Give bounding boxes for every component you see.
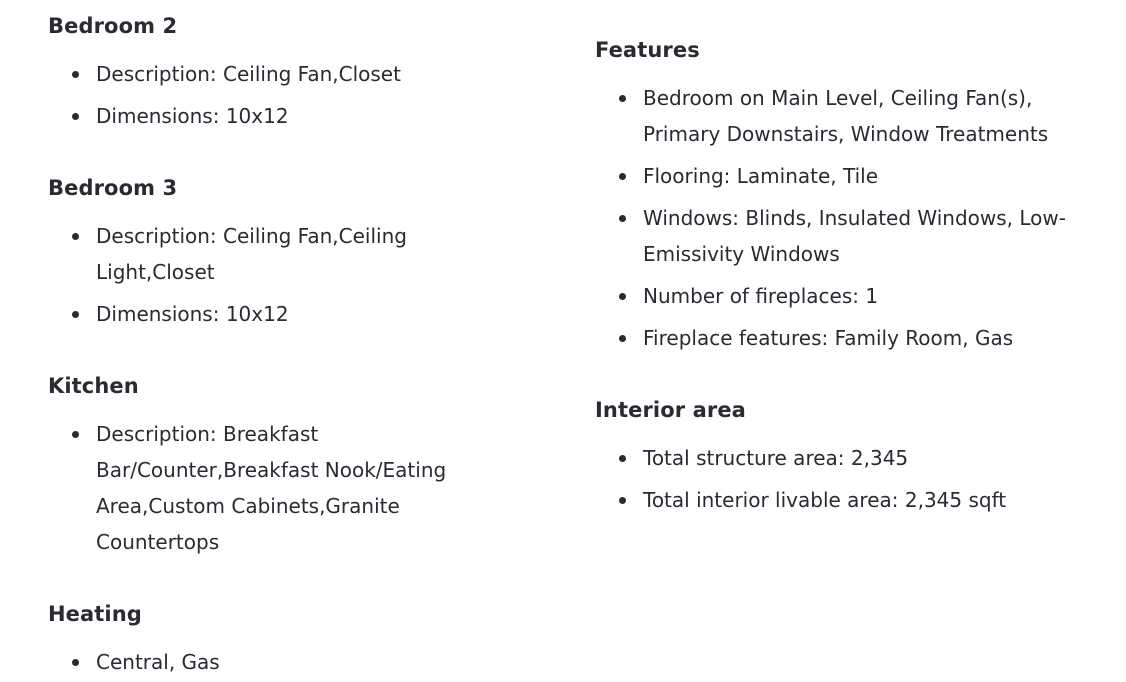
section-heating bbox=[48, 600, 528, 682]
detail-list bbox=[48, 416, 518, 560]
section-title: Kitchen bbox=[48, 374, 139, 398]
section-title: Interior area bbox=[595, 398, 746, 422]
section-interior-area bbox=[595, 396, 1115, 524]
detail-list bbox=[595, 440, 1115, 518]
list-item: Description: Ceiling Fan,Ceiling Light,Closet bbox=[96, 218, 448, 290]
list-item: Description: Ceiling Fan,Closet bbox=[96, 56, 528, 92]
list-item: Bedroom on Main Level, Ceiling Fan(s), Primary Downstairs, Window Treatments bbox=[643, 80, 1115, 152]
list-item: Fireplace features: Family Room, Gas bbox=[643, 320, 1115, 356]
list-item: Dimensions: 10x12 bbox=[96, 98, 528, 134]
section-features bbox=[595, 36, 1115, 362]
detail-list bbox=[595, 80, 1115, 356]
list-item: Central, Gas bbox=[96, 644, 528, 680]
list-item: Windows: Blinds, Insulated Windows, Low-Emissivity Windows bbox=[643, 200, 1115, 272]
detail-list bbox=[48, 218, 448, 332]
list-item: Description: Breakfast Bar/Counter,Breakfast Nook/Eating Area,Custom Cabinets,Granite Countertops bbox=[96, 416, 518, 560]
list-item: Dimensions: 10x12 bbox=[96, 296, 448, 332]
list-item: Total interior livable area: 2,345 sqft bbox=[643, 482, 1115, 518]
section-kitchen bbox=[48, 372, 518, 566]
list-item: Flooring: Laminate, Tile bbox=[643, 158, 1115, 194]
detail-list bbox=[48, 56, 528, 134]
section-bedroom-2 bbox=[48, 12, 528, 140]
list-item: Number of fireplaces: 1 bbox=[643, 278, 1115, 314]
section-title: Features bbox=[595, 38, 700, 62]
section-title: Bedroom 2 bbox=[48, 14, 178, 38]
section-title: Bedroom 3 bbox=[48, 176, 178, 200]
section-bedroom-3 bbox=[48, 174, 448, 338]
list-item: Total structure area: 2,345 bbox=[643, 440, 1115, 476]
detail-list bbox=[48, 644, 528, 680]
section-title: Heating bbox=[48, 602, 142, 626]
